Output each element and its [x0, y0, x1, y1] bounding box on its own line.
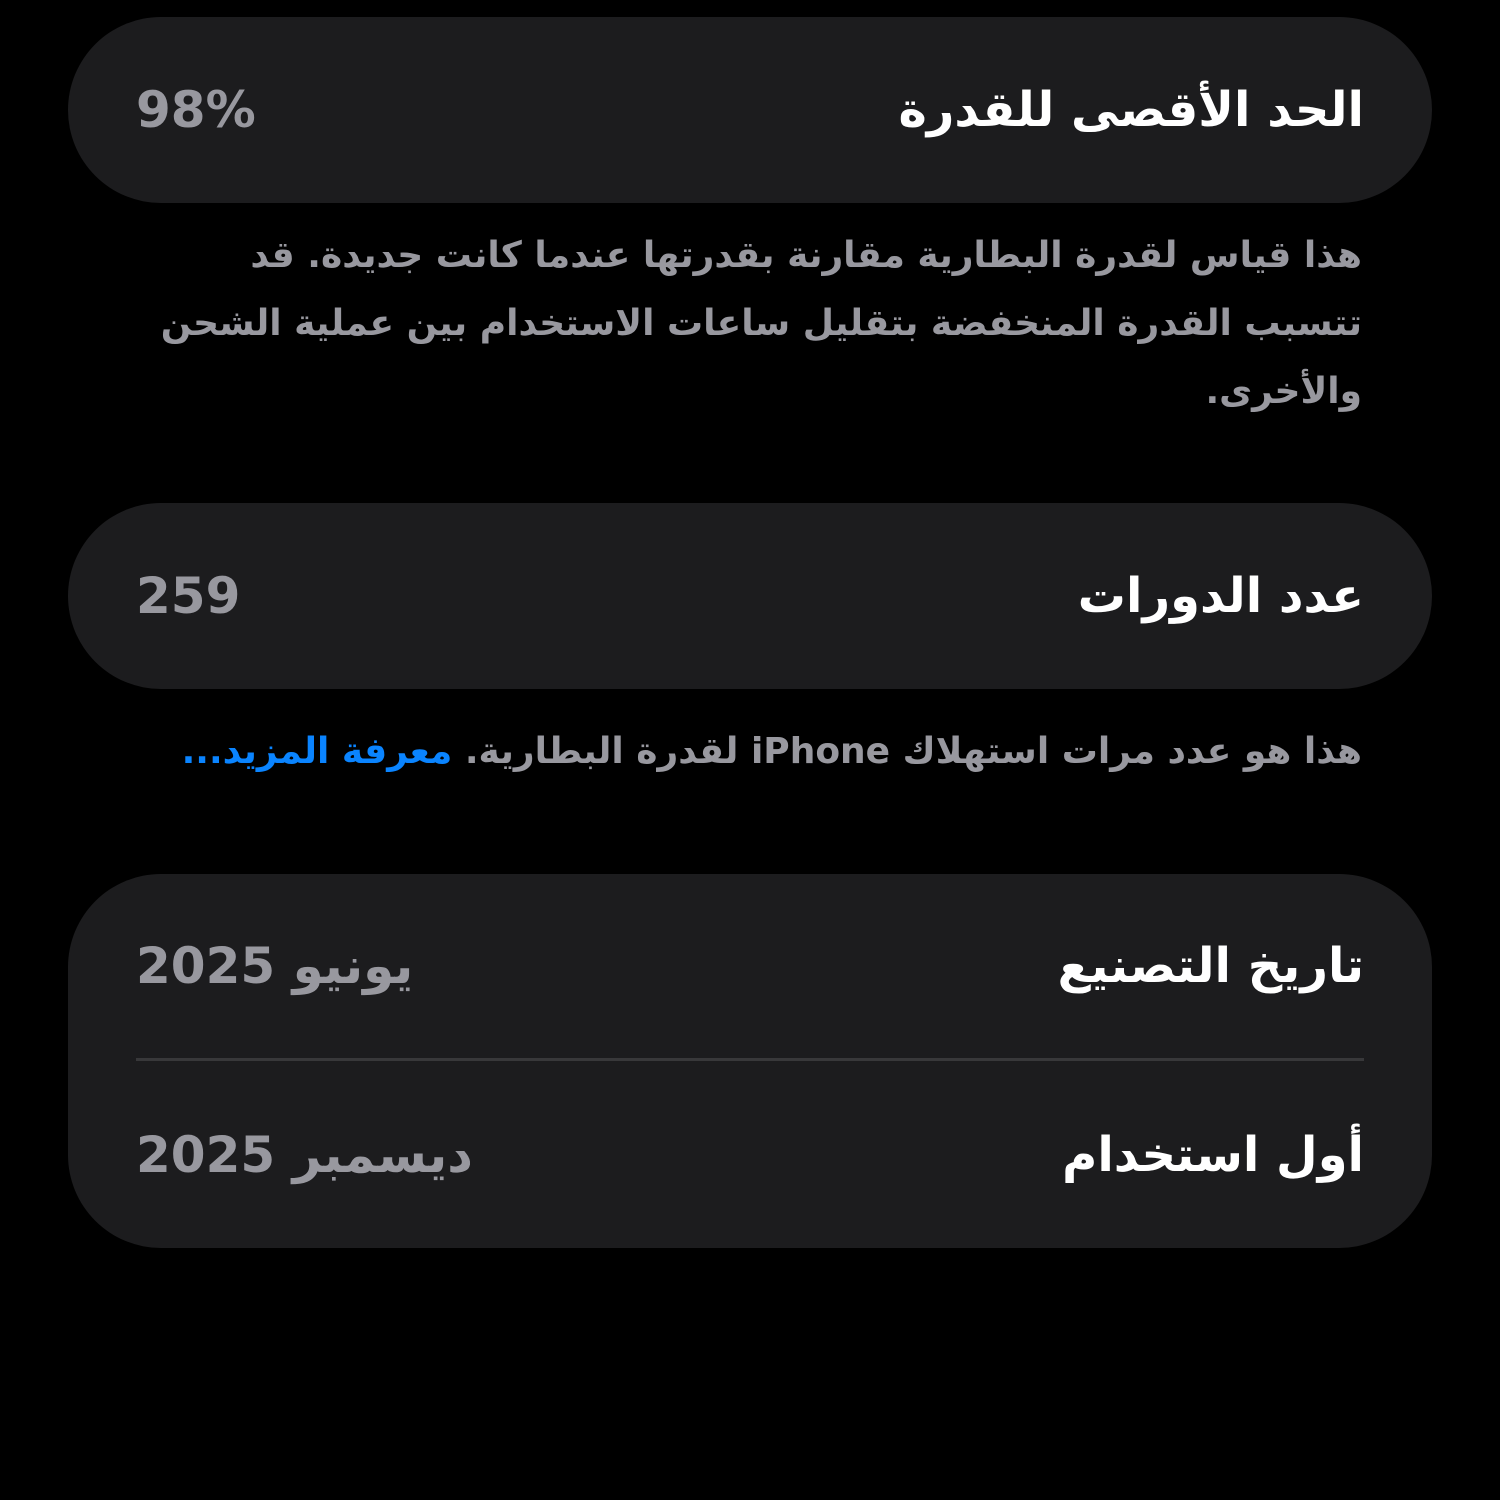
first-use-label: أول استخدام: [1062, 1126, 1364, 1183]
max-capacity-value: 98%: [136, 81, 256, 139]
max-capacity-row: [68, 17, 1432, 203]
cycle-count-label: عدد الدورات: [1077, 568, 1364, 624]
dates-card: [68, 874, 1432, 1248]
manufacture-date-label: تاريخ التصنيع: [1057, 938, 1364, 994]
max-capacity-description-text: هذا قياس لقدرة البطارية مقارنة بقدرتها عندما كانت جديدة. قد تتسبب القدرة المنخفضة بتقليل ساعات الاستخدام بين عملية الشحن والأخرى.: [160, 235, 1362, 412]
cycle-count-description-text: هذا هو عدد مرات استهلاك iPhone لقدرة البطارية.: [464, 731, 1362, 772]
cycle-count-description: [140, 718, 1362, 786]
cycle-count-card: [68, 503, 1432, 689]
cycle-count-value: 259: [136, 567, 241, 625]
max-capacity-card: [68, 17, 1432, 203]
manufacture-date-value: يونيو 2025: [136, 937, 414, 995]
learn-more-link[interactable]: معرفة المزيد...: [181, 731, 453, 772]
cycle-count-row: [68, 503, 1432, 689]
manufacture-date-row: [68, 874, 1432, 1058]
max-capacity-description: [140, 222, 1362, 426]
first-use-value: ديسمبر 2025: [136, 1125, 473, 1184]
max-capacity-label: الحد الأقصى للقدرة: [898, 82, 1364, 138]
first-use-row: [68, 1061, 1432, 1248]
